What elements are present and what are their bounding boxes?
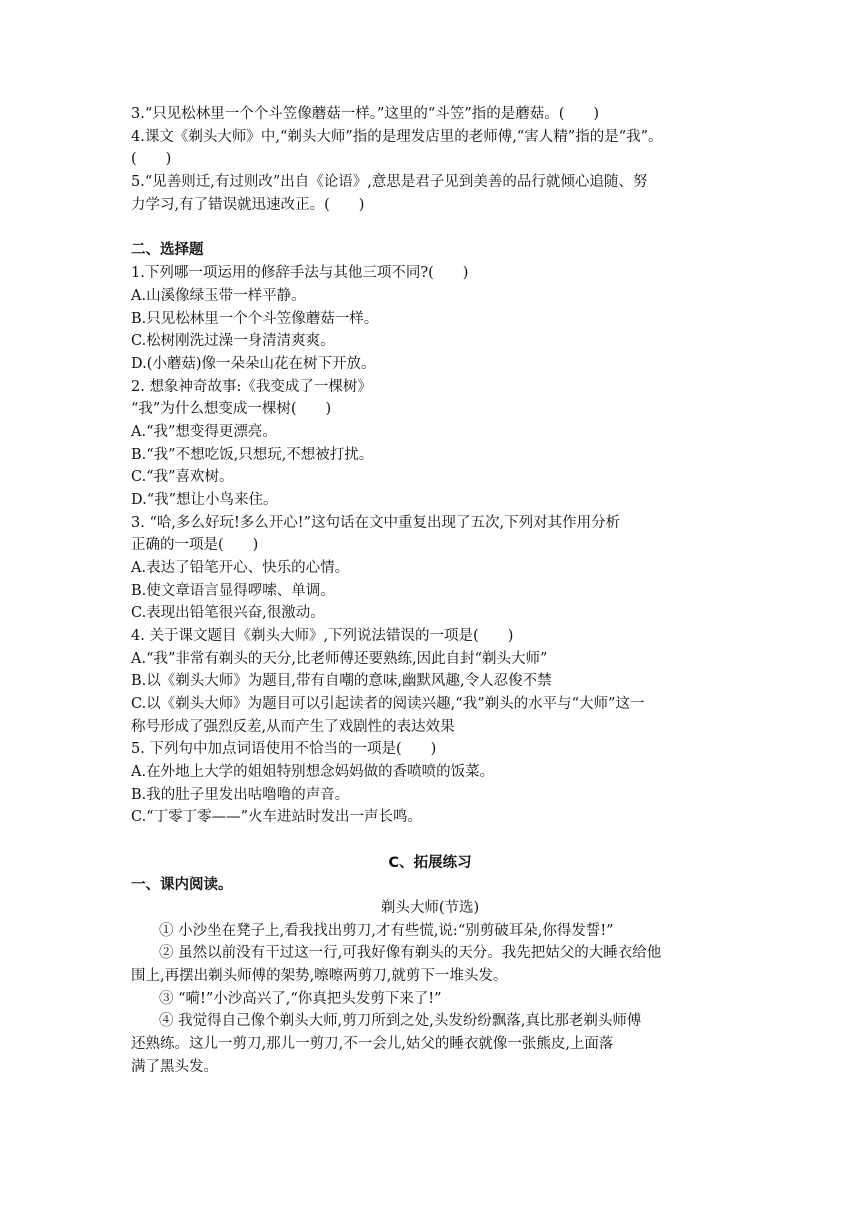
passage-paragraph-3: ③ “嗬!”小沙高兴了,“你真把头发剪下来了!” bbox=[159, 991, 442, 1007]
choice-line: C.表现出铅笔很兴奋,很激动。 bbox=[131, 605, 325, 621]
choice-line: B.使文章语言显得啰嗦、单调。 bbox=[131, 583, 335, 599]
passage-paragraph-1: ① 小沙坐在凳子上,看我找出剪刀,才有些慌,说:“别剪破耳朵,你得发誓!” bbox=[159, 923, 614, 939]
passage-paragraph-4: ④ 我觉得自己像个剃头大师,剪刀所到之处,头发纷纷飘落,真比那老剃头师傅 bbox=[159, 1013, 642, 1029]
section-title-choice: 二、选择题 bbox=[131, 242, 204, 258]
judgement-q4: 4.课文《剃头大师》中,“剃头大师”指的是理发店里的老师傅,“害人精”指的是“我”。 bbox=[131, 129, 663, 145]
choice-line: C.以《剃头大师》为题目可以引起读者的阅读兴趣,“我”剃头的水平与“大师”这一 bbox=[131, 696, 645, 712]
choice-line: C.“丁零丁零——”火车进站时发出一声长鸣。 bbox=[131, 809, 423, 825]
reading-heading: 一、课内阅读。 bbox=[131, 877, 233, 893]
passage-paragraph-4-end: 满了黑头发。 bbox=[131, 1059, 218, 1075]
choice-line: “我”为什么想变成一棵树( ) bbox=[131, 401, 332, 417]
choice-line: C.松树刚洗过澡一身清清爽爽。 bbox=[131, 333, 335, 349]
choice-line: 4. 关于课文题目《剃头大师》,下列说法错误的一项是( ) bbox=[131, 628, 514, 644]
judgement-q5-cont: 力学习,有了错误就迅速改正。( ) bbox=[131, 197, 365, 213]
judgement-q4-blank: ( ) bbox=[131, 151, 172, 167]
choice-line: 称号形成了强烈反差,从而产生了戏剧性的表达效果 bbox=[131, 719, 455, 735]
passage-title: 剃头大师(节选) bbox=[380, 900, 480, 916]
choice-line: B.只见松林里一个个斗笠像蘑菇一样。 bbox=[131, 311, 379, 327]
choice-line: B.我的肚子里发出咕噜噜的声音。 bbox=[131, 787, 350, 803]
choice-line: A.在外地上大学的姐姐特别想念妈妈做的香喷喷的饭菜。 bbox=[131, 764, 495, 780]
choice-line: D.(小蘑菇)像一朵朵山花在树下开放。 bbox=[131, 356, 376, 372]
choice-line: A.“我”想变得更漂亮。 bbox=[131, 424, 277, 440]
choice-line: A.山溪像绿玉带一样平静。 bbox=[131, 288, 306, 304]
choice-line: A.“我”非常有剃头的天分,比老师傅还要熟练,因此自封“剃头大师” bbox=[131, 651, 548, 667]
choice-line: B.以《剃头大师》为题目,带有自嘲的意味,幽默风趣,令人忍俊不禁 bbox=[131, 673, 552, 689]
section-title-extension: C、拓展练习 bbox=[388, 855, 472, 871]
passage-paragraph-4-cont: 还熟练。这儿一剪刀,那儿一剪刀,不一会儿,姑父的睡衣就像一张熊皮,上面落 bbox=[131, 1036, 614, 1052]
choice-line: 1.下列哪一项运用的修辞手法与其他三项不同?( ) bbox=[131, 265, 469, 281]
choice-line: 正确的一项是( ) bbox=[131, 537, 259, 553]
passage-paragraph-2-cont: 围上,再摆出剃头师傅的架势,嚓嚓两剪刀,就剪下一堆头发。 bbox=[131, 968, 508, 984]
choice-line: A.表达了铅笔开心、快乐的心情。 bbox=[131, 560, 350, 576]
choice-line: 2. 想象神奇故事:《我变成了一棵树》 bbox=[131, 379, 372, 395]
passage-paragraph-2: ② 虽然以前没有干过这一行,可我好像有剃头的天分。我先把姑父的大睡衣给他 bbox=[159, 945, 662, 961]
choice-line: D.“我”想让小鸟来住。 bbox=[131, 492, 278, 508]
choice-line: B.“我”不想吃饭,只想玩,不想被打扰。 bbox=[131, 447, 374, 463]
judgement-q3: 3.“只见松林里一个个斗笠像蘑菇一样。”这里的“斗笠”指的是蘑菇。( ) bbox=[131, 106, 600, 122]
choice-line: C.“我”喜欢树。 bbox=[131, 469, 234, 485]
choice-line: 5. 下列句中加点词语使用不恰当的一项是( ) bbox=[131, 741, 437, 757]
choice-line: 3. “哈,多么好玩!多么开心!”这句话在文中重复出现了五次,下列对其作用分析 bbox=[131, 515, 621, 531]
judgement-q5: 5.“见善则迁,有过则改”出自《论语》,意思是君子见到美善的品行就倾心追随、努 bbox=[131, 174, 648, 190]
